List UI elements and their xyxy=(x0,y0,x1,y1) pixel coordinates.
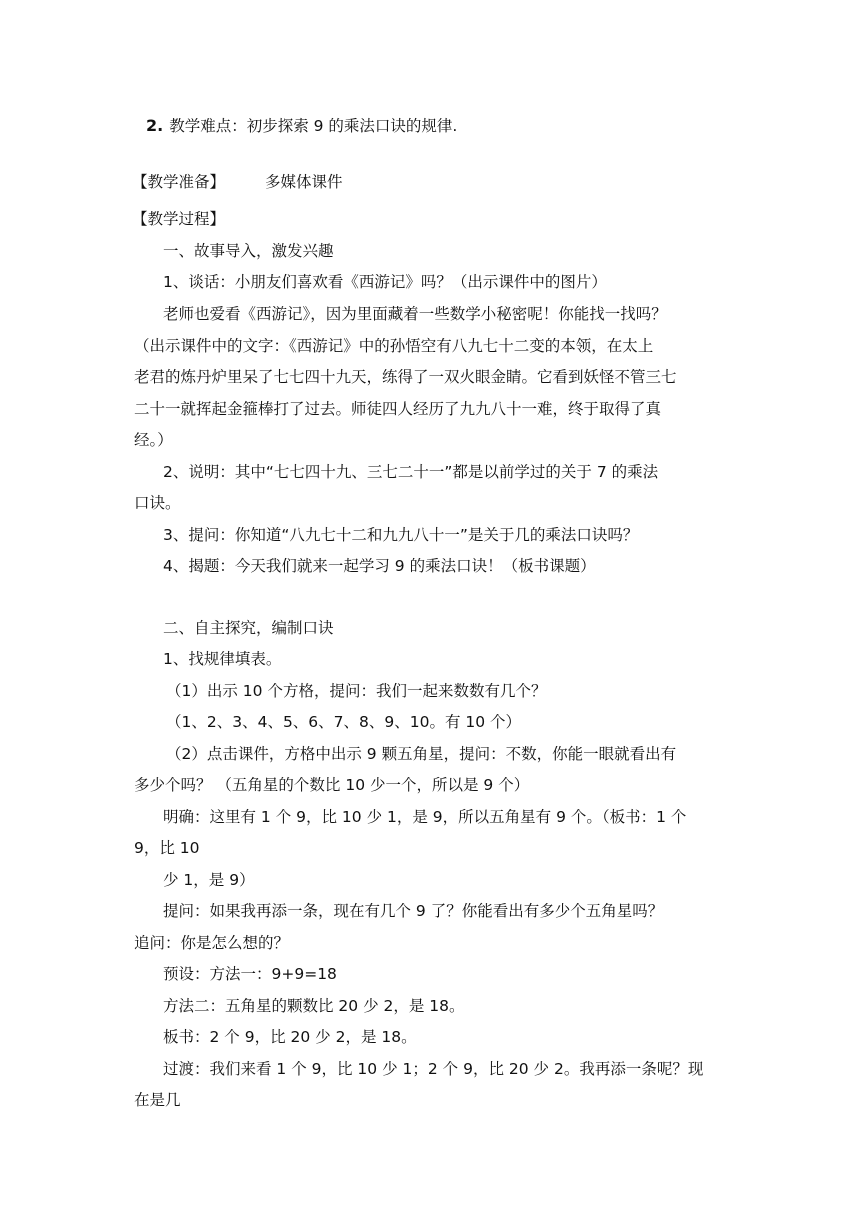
list-number: 2. xyxy=(146,116,164,135)
paragraph-line: 板书：2 个 9，比 20 少 2，是 18。 xyxy=(163,1028,417,1046)
difficulty-text: 教学难点：初步探索 9 的乘法口诀的规律. xyxy=(169,117,458,135)
paragraph-line: （出示课件中的文字：《西游记》中的孙悟空有八九七十二变的本领，在太上 xyxy=(134,337,654,355)
paragraph-line: 在是几 xyxy=(134,1091,181,1109)
paragraph-line: 一、故事导入，激发兴趣 xyxy=(163,242,334,260)
difficulty-line xyxy=(146,116,457,136)
paragraph-line: 3、提问：你知道“八九七十二和九九八十一”是关于几的乘法口诀吗？ xyxy=(163,526,639,544)
paragraph-line: 预设：方法一：9+9=18 xyxy=(163,965,337,983)
paragraph-line: （2）点击课件，方格中出示 9 颗五角星，提问：不数，你能一眼就看出有 xyxy=(166,745,677,763)
paragraph-line: 追问：你是怎么想的？ xyxy=(134,934,290,952)
paragraph-line: （1、2、3、4、5、6、7、8、9、10。有 10 个） xyxy=(166,713,522,731)
prep-value: 多媒体课件 xyxy=(265,173,343,191)
paragraph-line: 9，比 10 xyxy=(134,839,200,857)
prep-line xyxy=(132,172,343,192)
paragraph-line: 多少个吗？ （五角星的个数比 10 少一个，所以是 9 个） xyxy=(134,776,530,794)
paragraph-line: 少 1，是 9） xyxy=(163,871,255,889)
paragraph-line: 老君的炼丹炉里呆了七七四十九天，练得了一双火眼金睛。它看到妖怪不管三七 xyxy=(134,368,677,386)
paragraph-line: 过渡：我们来看 1 个 9，比 10 少 1；2 个 9，比 20 少 2。我再添一条呢？现 xyxy=(163,1060,704,1078)
paragraph-line: （1）出示 10 个方格，提问：我们一起来数数有几个？ xyxy=(166,682,547,700)
paragraph-line: 经。） xyxy=(134,431,173,449)
paragraph-line: 2、说明：其中“七七四十九、三七二十一”都是以前学过的关于 7 的乘法 xyxy=(163,463,659,481)
paragraph-line: 1、谈话：小朋友们喜欢看《西游记》吗？（出示课件中的图片） xyxy=(163,273,607,291)
paragraph-line: 二十一就挥起金箍棒打了过去。师徒四人经历了九九八十一难，终于取得了真 xyxy=(134,400,662,418)
paragraph-line: 1、找规律填表。 xyxy=(163,650,282,668)
process-heading: 【教学过程】 xyxy=(132,210,226,228)
paragraph-line: 口诀。 xyxy=(134,494,181,512)
paragraph-line: 老师也爱看《西游记》，因为里面藏着一些数学小秘密呢！你能找一找吗？ xyxy=(163,305,667,323)
paragraph-line: 二、自主探究，编制口诀 xyxy=(163,619,334,637)
prep-heading: 【教学准备】 xyxy=(132,173,226,191)
paragraph-line: 明确：这里有 1 个 9，比 10 少 1，是 9，所以五角星有 9 个。（板书：1 个 xyxy=(163,808,687,826)
paragraph-line: 4、揭题：今天我们就来一起学习 9 的乘法口诀！（板书课题） xyxy=(163,557,596,575)
paragraph-line: 方法二：五角星的颗数比 20 少 2，是 18。 xyxy=(163,997,465,1015)
paragraph-line: 提问：如果我再添一条，现在有几个 9 了？你能看出有多少个五角星吗？ xyxy=(163,902,664,920)
